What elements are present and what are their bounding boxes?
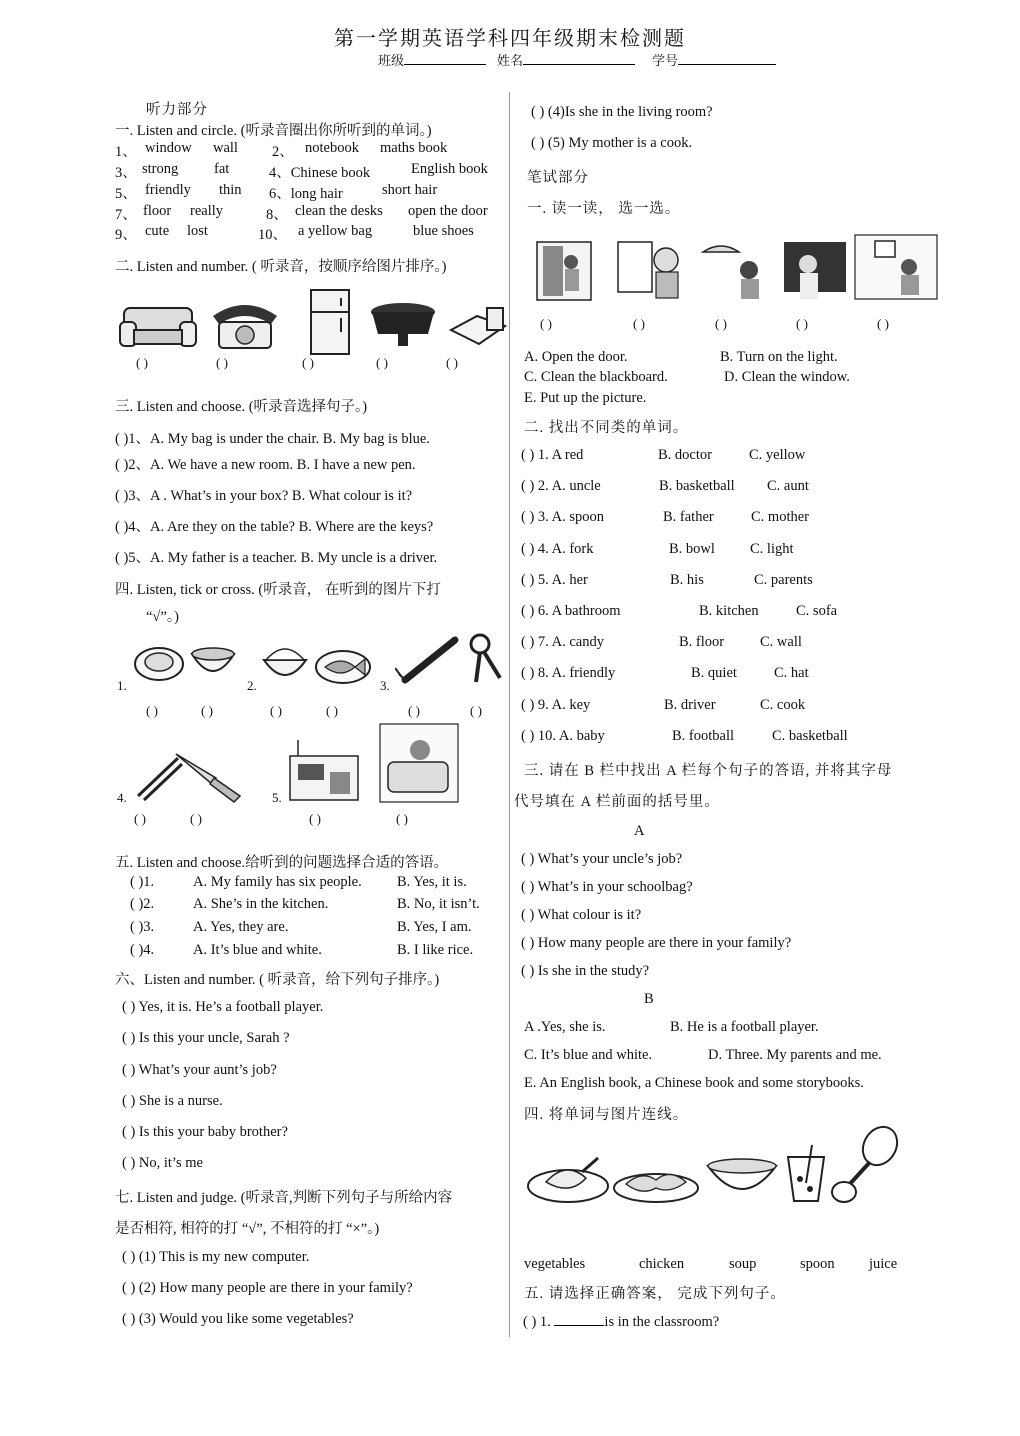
r1-option: A. Open the door. [524,349,628,365]
juice-glass-icon [782,1143,830,1205]
answer-paren[interactable]: ( ) [796,316,808,331]
word-option[interactable]: open the door [408,203,488,219]
s5-heading: 五. Listen and choose.给听到的问题选择合适的答语。 [115,855,449,871]
r3-b-item: A .Yes, she is. [524,1019,606,1035]
open-door-icon [535,240,593,302]
r3-a-item[interactable]: ( ) What’s your uncle’s job? [521,851,683,867]
word-option[interactable]: strong [142,161,179,177]
s6-heading: 六、Listen and number. ( 听录音，给下列句子排序。) [115,972,440,988]
word-option[interactable]: 4、Chinese book [269,165,371,181]
word-option[interactable]: thin [219,182,242,198]
word-option[interactable]: window [145,140,192,156]
column-b-label: B [644,991,654,1007]
s2-heading: 二. Listen and number. ( 听录音，按顺序给图片排序。) [115,259,447,275]
s1-heading: 一. Listen and circle. (听录音圈出你所听到的单词。) [115,123,432,139]
kitchen-icon [288,736,362,802]
vegetables-plate-icon [612,1160,700,1206]
word-option[interactable]: 6、long hair [269,186,343,202]
s6-item[interactable]: ( ) Yes, it is. He’s a football player. [122,999,324,1015]
r1-heading: 一. 读一读， 选一选。 [527,201,681,217]
s3-heading: 三. Listen and choose. (听录音选择句子。) [115,399,368,415]
noodles-bowl-icon [188,638,238,688]
sofa-icon [118,302,198,352]
fridge-icon [305,288,355,358]
fork-icon [395,632,465,688]
listening-heading: 听力部分 [146,102,208,118]
r1-option: E. Put up the picture. [524,390,647,406]
turn-on-light-icon [697,240,777,302]
s3-item[interactable]: ( )2、A. We have a new room. B. I have a new pen. [115,457,416,473]
s6-item[interactable]: ( ) What’s your aunt’s job? [122,1062,277,1078]
s7-heading: 七. Listen and judge. (听录音,判断下列句子与所给内容 [115,1190,453,1206]
r4-word[interactable]: spoon [800,1256,835,1272]
s7-item[interactable]: ( ) (1) This is my new computer. [122,1249,310,1265]
column-a-label: A [634,823,645,839]
clean-blackboard-icon [782,240,848,302]
r3-b-item: D. Three. My parents and me. [708,1047,882,1063]
answer-paren[interactable]: ( ) [326,703,338,718]
s7-item[interactable]: ( ) (2) How many people are there in your family? [122,1280,413,1296]
class-label: 班级 [378,50,486,69]
r1-option: C. Clean the blackboard. [524,369,668,385]
r5-item[interactable]: ( ) 1. is in the classroom? [523,1314,720,1330]
answer-paren[interactable]: ( ) [136,355,148,370]
r3-a-item[interactable]: ( ) How many people are there in your family? [521,935,792,951]
s6-item[interactable]: ( ) No, it’s me [122,1155,203,1171]
put-up-picture-icon [853,233,939,301]
r4-word[interactable]: juice [869,1256,898,1272]
word-option[interactable]: wall [213,140,238,156]
s3-item[interactable]: ( )5、A. My father is a teacher. B. My uncle is a driver. [115,550,438,566]
r1-option: B. Turn on the light. [720,349,838,365]
word-option[interactable]: maths book [380,140,448,156]
r4-word[interactable]: chicken [639,1256,685,1272]
s4-num: 1. [117,678,127,693]
s4-num: 2. [247,678,257,693]
r4-word[interactable]: vegetables [524,1256,586,1272]
page-title: 第一学期英语学科四年级期末检测题 [334,28,686,50]
r4-word[interactable]: soup [729,1256,757,1272]
s6-item[interactable]: ( ) She is a nurse. [122,1093,223,1109]
word-option[interactable]: short hair [382,182,438,198]
living-room-icon [378,722,460,804]
r4-heading: 四. 将单词与图片连线。 [524,1107,689,1123]
soup-bowl-icon [704,1152,780,1206]
answer-paren[interactable]: ( ) [302,355,314,370]
word-option[interactable]: fat [214,161,230,177]
word-option[interactable]: really [190,203,224,219]
answer-paren[interactable]: ( ) [146,703,158,718]
s7-item[interactable]: ( ) (5) My mother is a cook. [531,135,693,151]
answer-paren[interactable]: ( ) [408,703,420,718]
name-blank[interactable] [523,52,635,65]
answer-paren[interactable]: ( ) [190,811,202,826]
word-option[interactable]: cute [145,223,170,239]
s4-num: 4. [117,790,127,805]
clean-window-icon [616,240,686,302]
r3-b-item: E. An English book, a Chinese book and some storybooks. [524,1075,864,1091]
s7-item[interactable]: ( ) (4)Is she in the living room? [531,104,713,120]
number-blank[interactable] [678,52,776,65]
word-option[interactable]: a yellow bag [298,223,373,239]
r3-a-item[interactable]: ( ) Is she in the study? [521,963,650,979]
column-divider [509,92,510,1337]
s3-item[interactable]: ( )3、A . What’s in your box? B. What colour is it? [115,488,413,504]
s4-heading-cont: “√”。) [146,609,179,625]
word-option[interactable]: blue shoes [413,223,474,239]
s7-heading-cont: 是否相符, 相符的打 “√”, 不相符的打 “×”。) [115,1221,380,1237]
s4-num: 3. [380,678,390,693]
keys-icon [466,632,510,688]
r1-option: D. Clean the window. [724,369,850,385]
class-blank[interactable] [404,52,486,65]
answer-paren[interactable]: ( ) [540,316,552,331]
s4-heading: 四. Listen, tick or cross. (听录音， 在听到的图片下打 [115,582,441,598]
s3-item[interactable]: ( )1、A. My bag is under the chair. B. My bag is blue. [115,431,430,447]
s4-num: 5. [272,790,282,805]
written-heading: 笔试部分 [527,170,589,186]
word-option[interactable]: clean the desks [295,203,383,219]
fill-blank[interactable] [554,1313,604,1326]
word-option[interactable]: English book [411,161,488,177]
spoon-icon [826,1124,902,1208]
answer-paren[interactable]: ( ) [396,811,408,826]
number-label: 学号 [652,50,776,69]
answer-paren[interactable]: ( ) [715,316,727,331]
bed-icon [447,300,507,350]
noodles-plate-icon [132,640,186,688]
name-label: 姓名 [497,50,635,69]
answer-paren[interactable]: ( ) [134,811,146,826]
answer-paren[interactable]: ( ) [309,811,321,826]
s3-item[interactable]: ( )4、A. Are they on the table? B. Where are the keys? [115,519,434,535]
word-option[interactable]: lost [187,223,208,239]
word-option[interactable]: floor [143,203,172,219]
answer-paren[interactable]: ( ) [201,703,213,718]
chicken-icon [526,1152,610,1206]
fish-plate-icon [313,645,373,687]
s6-item[interactable]: ( ) Is this your uncle, Sarah ? [122,1030,290,1046]
r3-b-item: C. It’s blue and white. [524,1047,653,1063]
answer-paren[interactable]: ( ) [633,316,645,331]
word-option[interactable]: friendly [145,182,191,198]
rice-bowl-icon [260,638,310,688]
answer-paren[interactable]: ( ) [376,355,388,370]
r3-a-item[interactable]: ( ) What colour is it? [521,907,642,923]
answer-paren[interactable]: ( ) [470,703,482,718]
r2-heading: 二. 找出不同类的单词。 [524,420,689,436]
r3-heading-cont: 代号填在 A 栏前面的括号里。 [514,794,720,810]
r3-b-item: B. He is a football player. [670,1019,819,1035]
s6-item[interactable]: ( ) Is this your baby brother? [122,1124,288,1140]
r3-heading: 三. 请在 B 栏中找出 A 栏每个句子的答语, 并将其字母 [524,763,893,779]
word-option[interactable]: notebook [305,140,359,156]
answer-paren[interactable]: ( ) [446,355,458,370]
r3-a-item[interactable]: ( ) What’s in your schoolbag? [521,879,693,895]
answer-paren[interactable]: ( ) [216,355,228,370]
r5-heading: 五. 请选择正确答案， 完成下列句子。 [524,1286,786,1302]
telephone-icon [205,298,285,354]
knife-icon [172,748,244,804]
answer-paren[interactable]: ( ) [877,316,889,331]
s7-item[interactable]: ( ) (3) Would you like some vegetables? [122,1311,354,1327]
table-icon [368,300,438,350]
answer-paren[interactable]: ( ) [270,703,282,718]
